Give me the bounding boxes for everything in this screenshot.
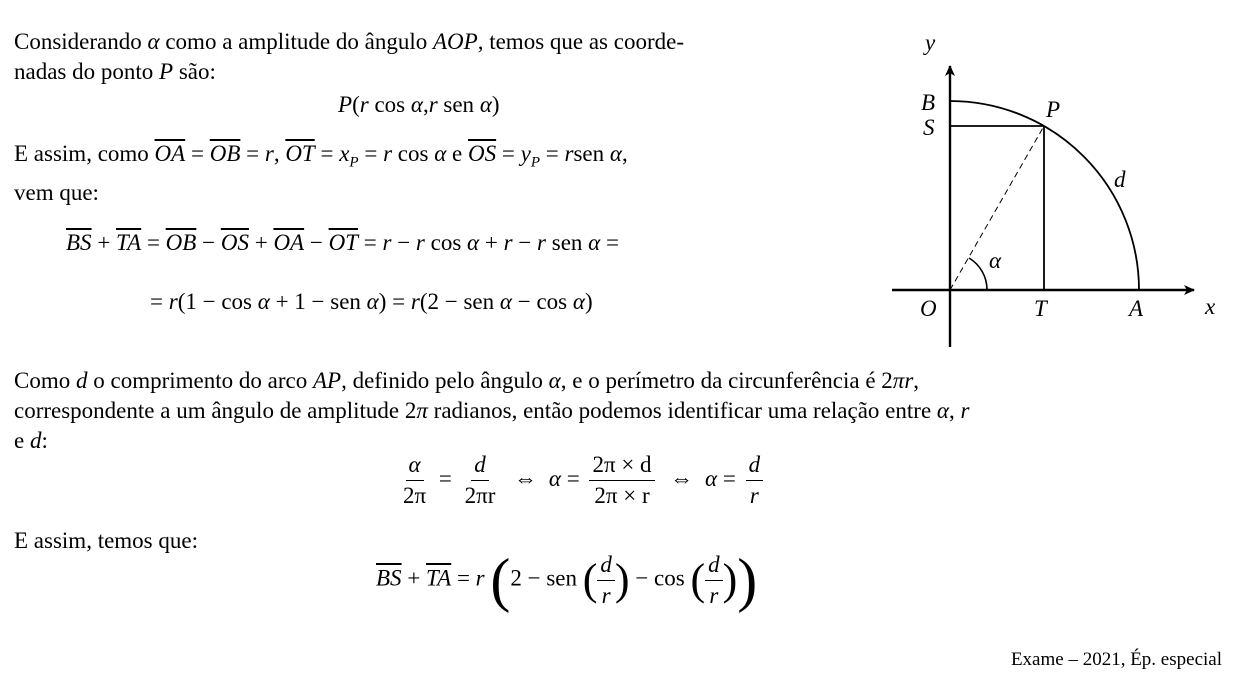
como-line-3: e d: — [14, 428, 48, 453]
fraction-alpha-2pi: $\frac{\alpha}{2\pi}$ — [403, 452, 427, 508]
label-x-axis: x — [1205, 294, 1216, 319]
ratio-equation: $\frac{\alpha}{2\pi}$ = $\frac{d}{2\pi r}$ ⇔ α = $\frac{2\pi \times d}{2\pi \times r}$ ⇔ α = $\frac{d}{r}$ — [396, 452, 767, 509]
final-equation: $\overline{BS} + \overline{TA} = r$ (2 − sen ( $\frac{d}{r}$ ) − cos ( $\frac{d}{r}$ )) — [376, 547, 758, 613]
intro-line-2: nadas do ponto P são: — [14, 59, 216, 84]
como-paragraph — [14, 366, 969, 456]
angle-arc — [969, 258, 987, 290]
unit-circle-figure — [880, 20, 1230, 355]
label-a: A — [1129, 296, 1144, 321]
label-y-axis: y — [925, 30, 936, 55]
assim-line-2: vem que: — [14, 179, 99, 205]
label-angle-alpha: α — [989, 248, 1002, 273]
intro-line-1: Considerando α como a amplitude do ângulo AOP, temos que as coorde- — [14, 29, 684, 54]
como-line-2: correspondente a um ângulo de amplitude 2π radianos, então podemos identificar uma relação entre α, r — [14, 398, 970, 423]
exam-source: Exame – 2021, Ép. especial — [1010, 649, 1222, 670]
como-line-1: Como d o comprimento do arco AP, definido pelo ângulo α, e o perímetro da circunferência é 2πr, — [14, 368, 920, 393]
label-s: S — [923, 115, 935, 140]
assim-line-1: E assim, como $\overline{OA} = \overline{OB} = r$, $\overline{OT} = x_P = r$ cos α e $\overline{OS} = y_P$ = rsen α, — [14, 141, 628, 171]
equation-1: $\overline{BS} + \overline{TA} = \overline{OB} - \overline{OS} + \overline{OA} - \overline{OT} = r - r$ cos α + r − r sen α = — [66, 230, 619, 255]
label-arc-d: d — [1114, 167, 1126, 192]
assim-paragraph — [14, 139, 628, 208]
label-o: O — [920, 296, 937, 321]
fraction-d-2pir: $\frac{d}{2\pi r}$ — [464, 452, 496, 508]
intro-paragraph — [14, 27, 684, 87]
label-p: P — [1046, 97, 1061, 122]
label-t: T — [1034, 296, 1047, 321]
label-b: B — [921, 90, 936, 115]
point-p-coordinates: P(r cos α,r sen α) — [338, 92, 500, 117]
equation-2: = r(1 − cos α + 1 − sen α) = r(2 − sen α − cos α) — [150, 289, 593, 314]
fraction-2pid-2pir: $\frac{2\pi \times d}{2\pi \times r}$ — [589, 452, 654, 509]
final-intro: E assim, temos que: — [14, 528, 198, 553]
fraction-d-r: $\frac{d}{r}$ — [746, 452, 764, 509]
